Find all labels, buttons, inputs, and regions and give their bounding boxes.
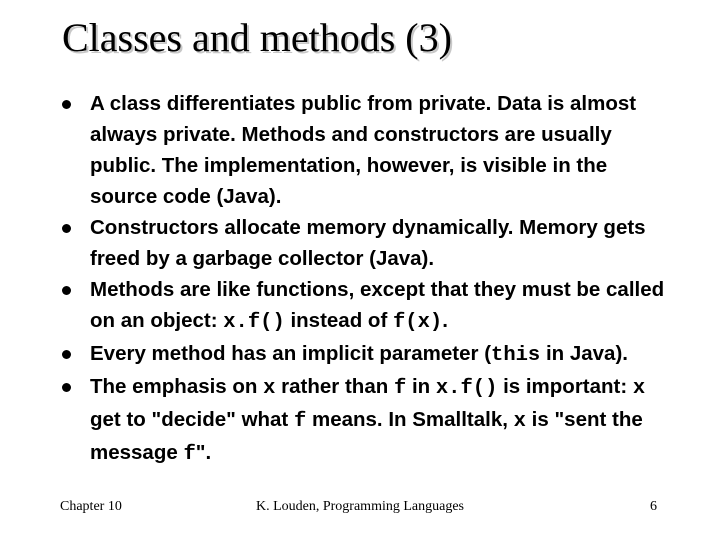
- bullet-list: [60, 88, 680, 470]
- footer-chapter: Chapter 10: [60, 499, 122, 514]
- code-span: x.f(): [435, 377, 498, 400]
- bullet-item: [60, 274, 680, 338]
- code-span: f: [393, 377, 407, 400]
- bullet-dot-icon: [62, 350, 71, 359]
- text-span: ".: [195, 441, 212, 464]
- footer-page-number: 6: [650, 499, 657, 514]
- text-span: in Java).: [540, 342, 628, 365]
- slide-title: Classes and methods (3): [62, 15, 452, 60]
- bullet-dot-icon: [62, 224, 71, 233]
- text-span: The emphasis on: [90, 375, 264, 398]
- bullet-dot-icon: [62, 286, 71, 295]
- text-span: get to "decide" what: [90, 408, 294, 431]
- bullet-item: [60, 338, 680, 371]
- bullet-dot-icon: [62, 100, 71, 109]
- code-span: f(x): [392, 311, 443, 334]
- code-span: this: [491, 344, 541, 367]
- code-span: f: [183, 443, 196, 466]
- code-span: x.f(): [223, 311, 285, 334]
- bullet-item: [60, 371, 680, 470]
- text-span: instead of: [284, 309, 393, 332]
- text-span: Constructors allocate memory dynamically. Memory gets freed by a garbage collector (Java).: [90, 216, 646, 270]
- text-span: is important:: [497, 375, 633, 398]
- text-span: is "sent the message: [90, 408, 643, 464]
- bullet-dot-icon: [62, 383, 71, 392]
- text-span: .: [442, 309, 448, 332]
- code-span: x: [513, 410, 526, 433]
- code-span: x: [263, 377, 276, 400]
- text-span: rather than: [275, 375, 394, 398]
- text-span: in: [406, 375, 436, 398]
- bullet-item: [60, 212, 680, 274]
- bullet-item: [60, 88, 680, 212]
- code-span: f: [293, 410, 307, 433]
- text-span: A class differentiates public from private. Data is almost always private. Methods and constructors are usually public. The implementation, however, is visible in the source code (Java).: [90, 92, 637, 208]
- text-span: Every method has an implicit parameter (: [90, 342, 492, 365]
- code-span: x: [632, 377, 646, 400]
- text-span: means. In Smalltalk,: [306, 408, 514, 431]
- text-span: Methods are like functions, except that they must be called on an object:: [90, 278, 665, 332]
- footer-author: K. Louden, Programming Languages: [255, 499, 464, 514]
